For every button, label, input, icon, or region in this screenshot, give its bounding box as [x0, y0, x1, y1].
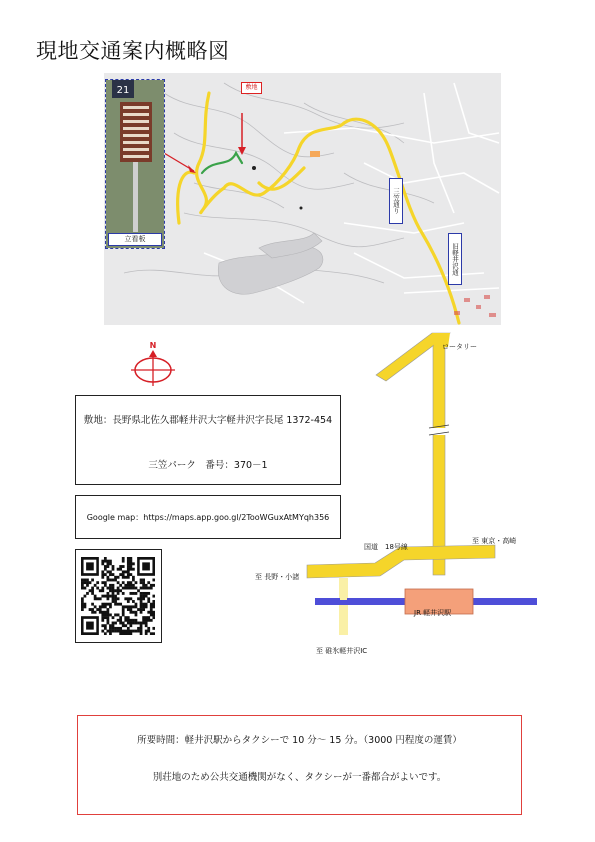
route18-label: 国道 18号線 [364, 543, 408, 551]
station-label: JR 軽井沢駅 [414, 609, 452, 617]
signboard-photo [105, 79, 165, 249]
qr-code-box[interactable] [75, 549, 162, 643]
sign-number: 21 [116, 85, 130, 96]
rotary-label: ロータリー [442, 343, 477, 351]
transport-note-text: 別荘地のため公共交通機関がなく、タクシーが一番都合がよいです。 [152, 772, 447, 783]
travel-info-box [77, 715, 522, 815]
road-break [430, 428, 448, 435]
map-point-icon [252, 166, 256, 170]
main-street-road [433, 335, 445, 575]
street-label-kyu-karuizawa: 旧軽井沢通 [448, 233, 462, 285]
address-text: 敷地：長野県北佐久郡軽井沢大字軽井沢字長尾 1372-454 [83, 415, 333, 426]
google-map-link[interactable]: Google map：https://maps.app.goo.gl/2TooWGuxAtMYqh356 [86, 513, 330, 522]
to-nagano-label: 至 長野・小諸 [255, 573, 300, 581]
travel-time-text: 所要時間：軽井沢駅からタクシーで 10 分～ 15 分。（3000 円程度の運賃） [137, 735, 462, 746]
qr-code-icon [81, 557, 155, 635]
north-arrow-icon [128, 340, 178, 390]
north-letter: N [149, 341, 157, 350]
signboard-illustration [106, 80, 164, 248]
page-title: 現地交通案内概略図 [36, 39, 230, 63]
address-box [75, 395, 341, 485]
site-callout: 敷地 [241, 82, 262, 94]
to-ic-label: 至 碓氷軽井沢IC [316, 647, 368, 655]
google-map-box [75, 495, 341, 539]
street-label-mikasa: 三笠通り [389, 178, 403, 224]
park-number-text: 三笠パーク 番号：370－1 [148, 460, 268, 471]
landmark-marker [310, 151, 320, 157]
photo-caption: 立看板 [108, 233, 162, 246]
to-tokyo-label: 至 東京・高崎 [472, 537, 517, 545]
map-point-icon [300, 207, 303, 210]
